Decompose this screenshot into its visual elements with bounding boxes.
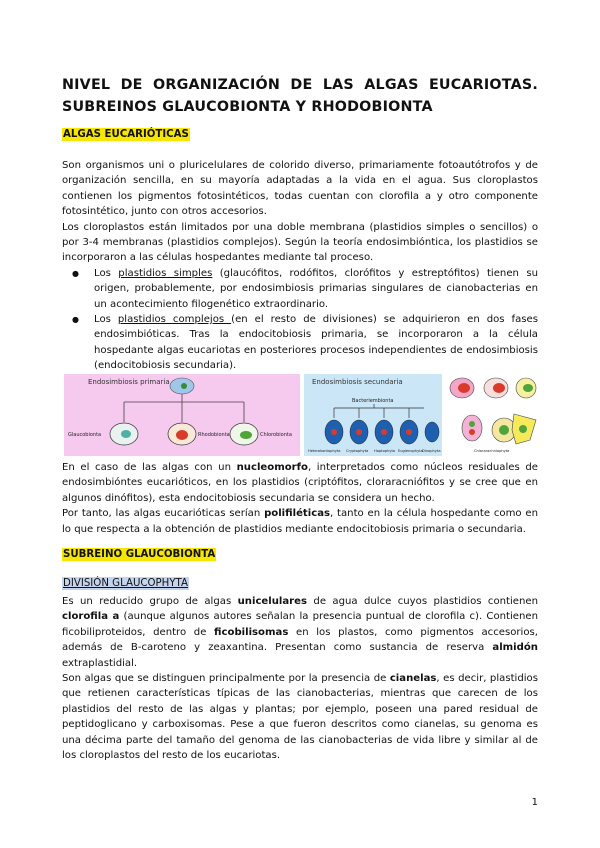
section-heading-algas: ALGAS EUCARIÓTICAS	[63, 129, 189, 140]
glaucophyta-text	[62, 594, 538, 763]
list-item: ● Los plastidios simples (glaucófitos, rodófitos, clorófitos y estreptófitos) tienen su origen, probablemente, por endosimbiosis primarias singulares de cianobacterias en un acontecimiento filogenético extraordinario.	[94, 266, 538, 312]
list-item: ● Los plastidios complejos (en el resto de divisiones) se adquirieron en dos fases endosimbióticas. Tras la endocitobiosis primaria, se incorporaron a la célula hospedante algas eucariotas en posteriores procesos independientes de endosimbiosis (endocitobiosis secundaria).	[94, 312, 538, 374]
plastidios-simples-link: plastidios simples	[118, 267, 213, 279]
page-number: 1	[531, 797, 538, 808]
svg-text:Euglenophyta: Euglenophyta	[398, 449, 423, 453]
figure-primary-endosymbiosis	[64, 374, 300, 456]
figure-left-title: Endosimbiosis primaria	[88, 378, 170, 386]
paragraph-1: Son organismos uni o pluricelulares de colorido diverso, primariamente fotoautótrofos y de organización sencilla, en su mayoría adaptadas a la vida en el agua. Sus cloroplastos contienen los pigmentos fotosintéticos, todas cuentan con clorofila a y otro componente fotosintético, junto con otros accesorios.	[62, 160, 538, 218]
intro-text	[62, 158, 538, 374]
section-heading-glaucobionta: SUBREINO GLAUCOBIONTA	[63, 549, 216, 560]
label-glaucobionta: Glaucobionta	[68, 432, 102, 438]
figure-secondary-endosymbiosis	[304, 374, 538, 456]
paragraph-2: Los cloroplastos están limitados por una doble membrana (plastidios simples o sencillos) o por 3-4 membranas (plastidios complejos). Según la teoría endosimbióntica, los plastidios se incorporaron a las células hospedantes mediante tal proceso.	[62, 221, 538, 264]
paragraph-5: Es un reducido grupo de algas unicelulares de agua dulce cuyos plastidios contienen clorofila a (aunque algunos autores señalan la presencia puntual de clorofila c). Contienen ficobiliproteidos, dentro de ficobilisomas en los plastos, como pigmentos accesorios, además de B-caroteno y zeaxantina. Presentan como sustancia de reserva almidón extraplastidial.	[62, 596, 538, 669]
plastidios-complejos-link: plastidios complejos	[117, 314, 232, 326]
svg-text:Cryptophyta: Cryptophyta	[346, 449, 369, 453]
svg-text:Haptophyta: Haptophyta	[374, 449, 396, 453]
label-rhodobionta: Rhodobionta	[198, 432, 230, 438]
subheading-glaucophyta: DIVISIÓN GLAUCOPHYTA	[63, 578, 188, 589]
paragraph-3: En el caso de las algas con un nucleomorfo, interpretados como núcleos residuales de endosimbióntes eucarióticos, en los plastidios (criptófitos, cloraracniófitos y se cree que en algunos dinófitos), esta endocitobiosis secundaria se considera un hecho.	[62, 462, 538, 504]
svg-text:Dinophyta: Dinophyta	[422, 449, 441, 453]
svg-text:Chlorarachniophyta: Chlorarachniophyta	[474, 449, 510, 453]
dinophyta-cell-icon	[425, 422, 439, 442]
svg-text:Heterokontophyta: Heterokontophyta	[308, 449, 341, 453]
cyanobacterium-icon	[181, 383, 187, 389]
plastid-list	[62, 266, 538, 374]
euglenoid-cell-icon	[462, 415, 482, 441]
paragraph-4: Por tanto, las algas eucarióticas serían polifiléticas, tanto en la célula hospedante como en lo que respecta a la obtención de plastidios mediante endocitobiosis primaria o secundaria.	[62, 508, 538, 535]
paragraph-6: Son algas que se distinguen principalmente por la presencia de cianelas, es decir, plastidios que retienen características típicas de las cianobacterias, mientras que carecen de los plastidios del resto de las algas y plantas; por ejemplo, poseen una pared residual de peptidoglicano y carboxisomas. Pese a que fueron descritos como cianelas, su genoma es una décima parte del tamaño del genoma de las cianobacterias de vida libre y similar al de los cloroplastos del resto de los eucariotas.	[62, 673, 538, 762]
nucleomorph-text	[62, 460, 538, 537]
figure-right-title: Endosimbiosis secundaria	[312, 378, 403, 386]
label-chlorobionta: Chlorobionta	[260, 432, 292, 438]
label-bacteriembionta: Bacteriembionta	[352, 398, 394, 404]
page-title: NIVEL DE ORGANIZACIÓN DE LAS ALGAS EUCARIOTAS. SUBREINOS GLAUCOBIONTA Y RHODOBIONTA	[62, 77, 538, 115]
